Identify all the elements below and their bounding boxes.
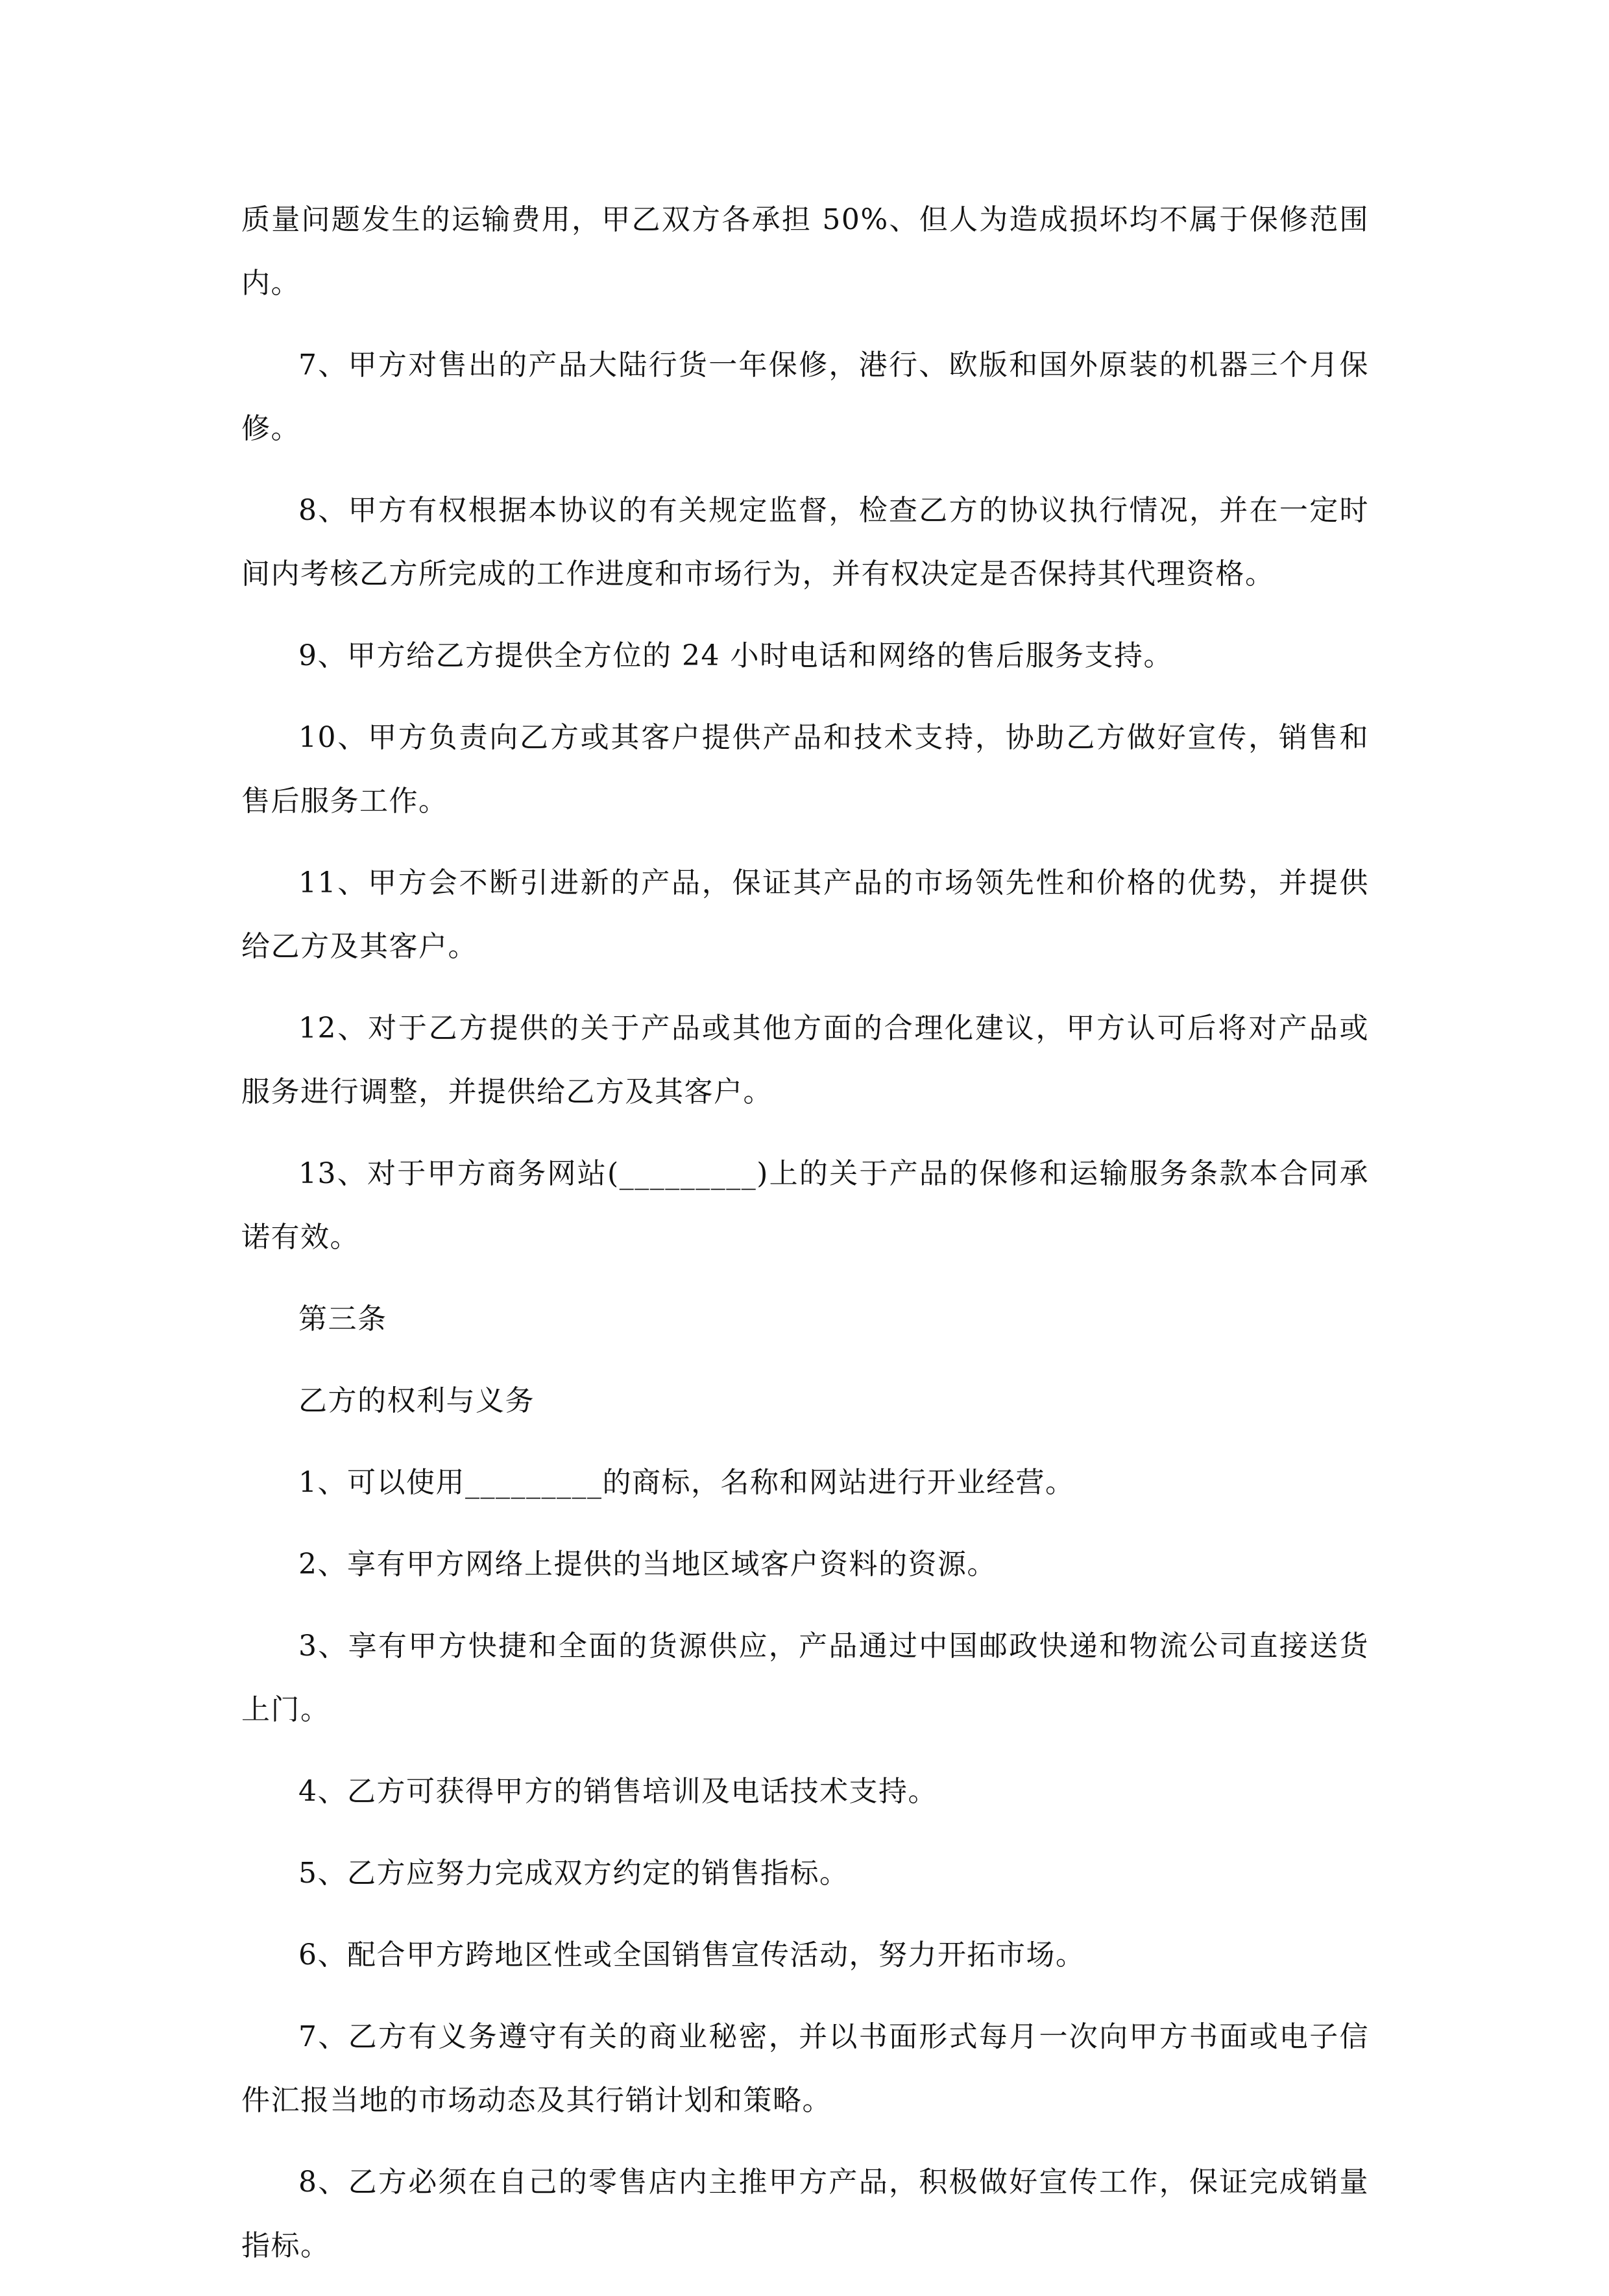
document-body — [241, 188, 1369, 2296]
paragraph-item-7-warranty: 7、甲方对售出的产品大陆行货一年保修，港行、欧版和国外原装的机器三个月保修。 — [241, 348, 1369, 445]
section-heading-article-3: 第三条 — [298, 1302, 387, 1336]
paragraph-b-item-5-targets: 5、乙方应努力完成双方约定的销售指标。 — [298, 1857, 849, 1890]
paragraph-b-item-8-retail: 8、乙方必须在自己的零售店内主推甲方产品，积极做好宣传工作，保证完成销量指标。 — [241, 2166, 1369, 2262]
paragraph-b-item-2-customer-data: 2、享有甲方网络上提供的当地区域客户资料的资源。 — [298, 1548, 997, 1581]
paragraph-continuation: 质量问题发生的运输费用，甲乙双方各承担 50%、但人为造成损坏均不属于保修范围内。 — [241, 203, 1369, 300]
paragraph-b-item-7-confidentiality: 7、乙方有义务遵守有关的商业秘密，并以书面形式每月一次向甲方书面或电子信件汇报当地的市场动态及其行销计划和策略。 — [241, 2020, 1369, 2117]
section-subheading-party-b-rights: 乙方的权利与义务 — [298, 1384, 535, 1417]
paragraph-b-item-4-training: 4、乙方可获得甲方的销售培训及电话技术支持。 — [298, 1775, 938, 1808]
paragraph-item-12-suggestions: 12、对于乙方提供的关于产品或其他方面的合理化建议，甲方认可后将对产品或服务进行调整，并提供给乙方及其客户。 — [241, 1012, 1369, 1108]
paragraph-b-item-3-supply: 3、享有甲方快捷和全面的货源供应，产品通过中国邮政快递和物流公司直接送货上门。 — [241, 1630, 1369, 1726]
paragraph-item-8-supervision: 8、甲方有权根据本协议的有关规定监督，检查乙方的协议执行情况，并在一定时间内考核乙方所完成的工作进度和市场行为，并有权决定是否保持其代理资格。 — [241, 494, 1369, 591]
paragraph-item-9-support: 9、甲方给乙方提供全方位的 24 小时电话和网络的售后服务支持。 — [298, 639, 1173, 672]
paragraph-item-13-website-terms: 13、对于甲方商务网站(_________)上的关于产品的保修和运输服务条款本合同承诺有效。 — [241, 1157, 1369, 1254]
paragraph-item-10-technical: 10、甲方负责向乙方或其客户提供产品和技术支持，协助乙方做好宣传，销售和售后服务工作。 — [241, 721, 1369, 818]
paragraph-item-11-new-products: 11、甲方会不断引进新的产品，保证其产品的市场领先性和价格的优势，并提供给乙方及其客户。 — [241, 866, 1369, 963]
paragraph-b-item-1-trademark: 1、可以使用_________的商标，名称和网站进行开业经营。 — [298, 1466, 1075, 1499]
paragraph-b-item-6-promotion: 6、配合甲方跨地区性或全国销售宣传活动，努力开拓市场。 — [298, 1938, 1085, 1972]
